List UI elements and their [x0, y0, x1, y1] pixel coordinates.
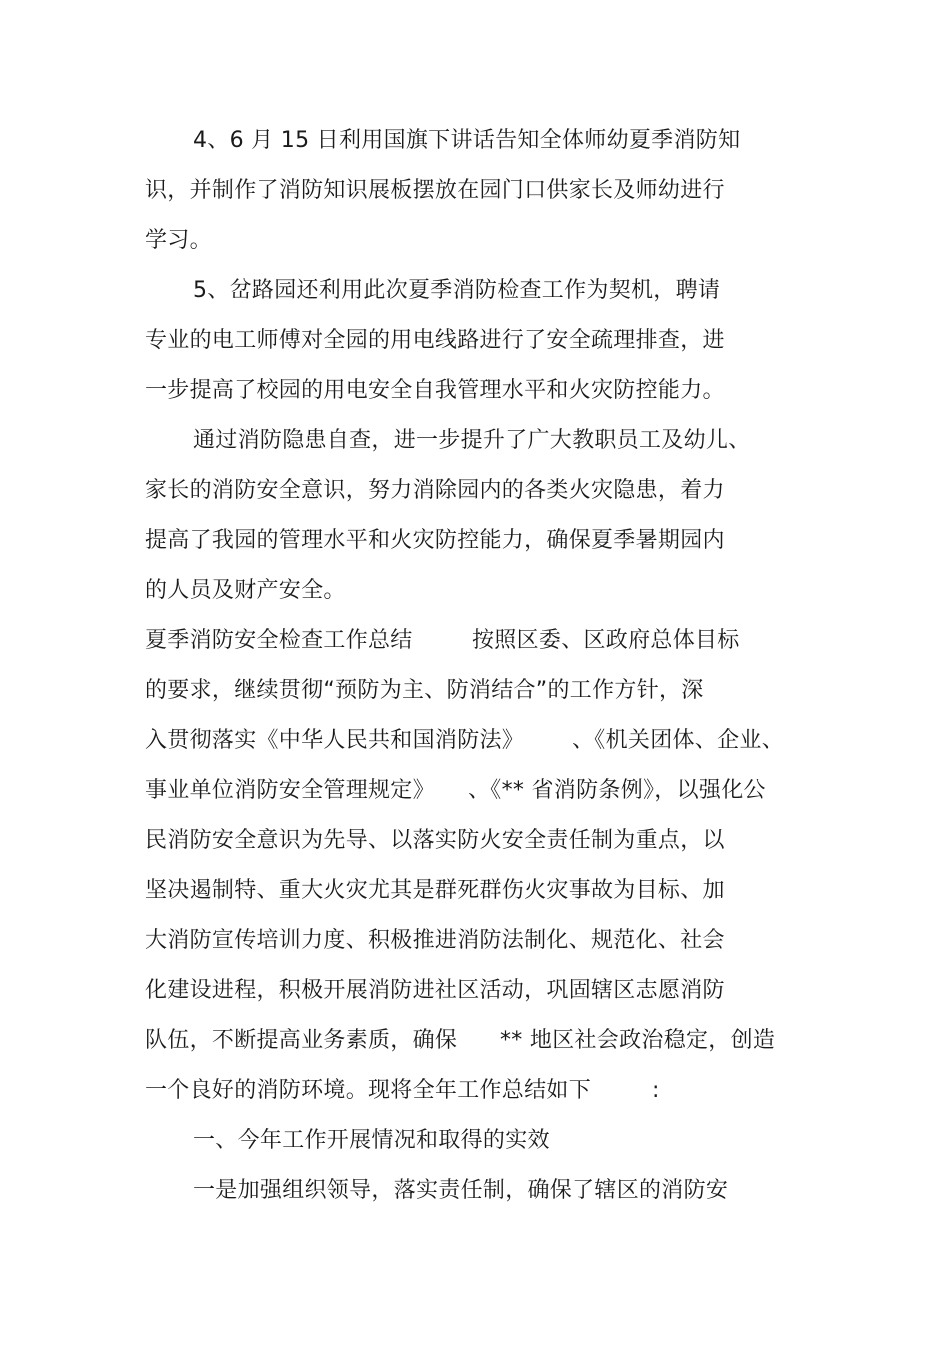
paragraph-line: 一步提高了校园的用电安全自我管理水平和火灾防控能力。 [145, 378, 725, 403]
paragraph-line: 坚决遏制特、重大火灾尤其是群死群伤火灾事故为目标、加 [145, 878, 725, 903]
document-title: 夏季消防安全检查工作总结 [145, 628, 413, 653]
paragraph-line: 大消防宣传培训力度、积极推进消防法制化、规范化、社会 [145, 928, 725, 953]
paragraph-line: 民消防安全意识为先导、以落实防火安全责任制为重点，以 [145, 828, 725, 853]
paragraph-line: 专业的电工师傅对全园的用电线路进行了安全疏理排查，进 [145, 328, 725, 353]
paragraph-line: : [652, 1078, 660, 1103]
paragraph-line: 5、岔路园还利用此次夏季消防检查工作为契机，聘请 [193, 278, 721, 303]
paragraph-line: 一是加强组织领导，落实责任制，确保了辖区的消防安 [193, 1178, 729, 1203]
paragraph-line: 入贯彻落实《中华人民共和国消防法》 [145, 728, 525, 753]
paragraph-line: 化建设进程，积极开展消防进社区活动，巩固辖区志愿消防 [145, 978, 725, 1003]
paragraph-line: 、《机关团体、企业、 [572, 728, 785, 753]
paragraph-line: 提高了我园的管理水平和火灾防控能力，确保夏季暑期园内 [145, 528, 725, 553]
paragraph-line: 队伍，不断提高业务素质，确保 [145, 1028, 458, 1053]
paragraph-line: 学习。 [145, 228, 212, 253]
paragraph-line: 通过消防隐患自查，进一步提升了广大教职员工及幼儿、 [193, 428, 751, 453]
paragraph-line: 、《** 省消防条例》，以强化公 [468, 778, 766, 803]
paragraph-line: 的人员及财产安全。 [145, 578, 346, 603]
paragraph-line: 的要求，继续贯彻“预防为主、防消结合”的工作方针，深 [145, 678, 704, 703]
paragraph-line: ** 地区社会政治稳定，创造 [500, 1028, 776, 1053]
paragraph-line: 4、6 月 15 日利用国旗下讲话告知全体师幼夏季消防知 [193, 128, 741, 153]
paragraph-line: 事业单位消防安全管理规定》 [145, 778, 435, 803]
paragraph-line: 家长的消防安全意识，努力消除园内的各类火灾隐患，着力 [145, 478, 725, 503]
paragraph-line: 识，并制作了消防知识展板摆放在园门口供家长及师幼进行 [145, 178, 725, 203]
paragraph-line: 按照区委、区政府总体目标 [472, 628, 740, 653]
section-heading: 一、今年工作开展情况和取得的实效 [193, 1128, 550, 1153]
paragraph-line: 一个良好的消防环境。现将全年工作总结如下 [145, 1078, 592, 1103]
